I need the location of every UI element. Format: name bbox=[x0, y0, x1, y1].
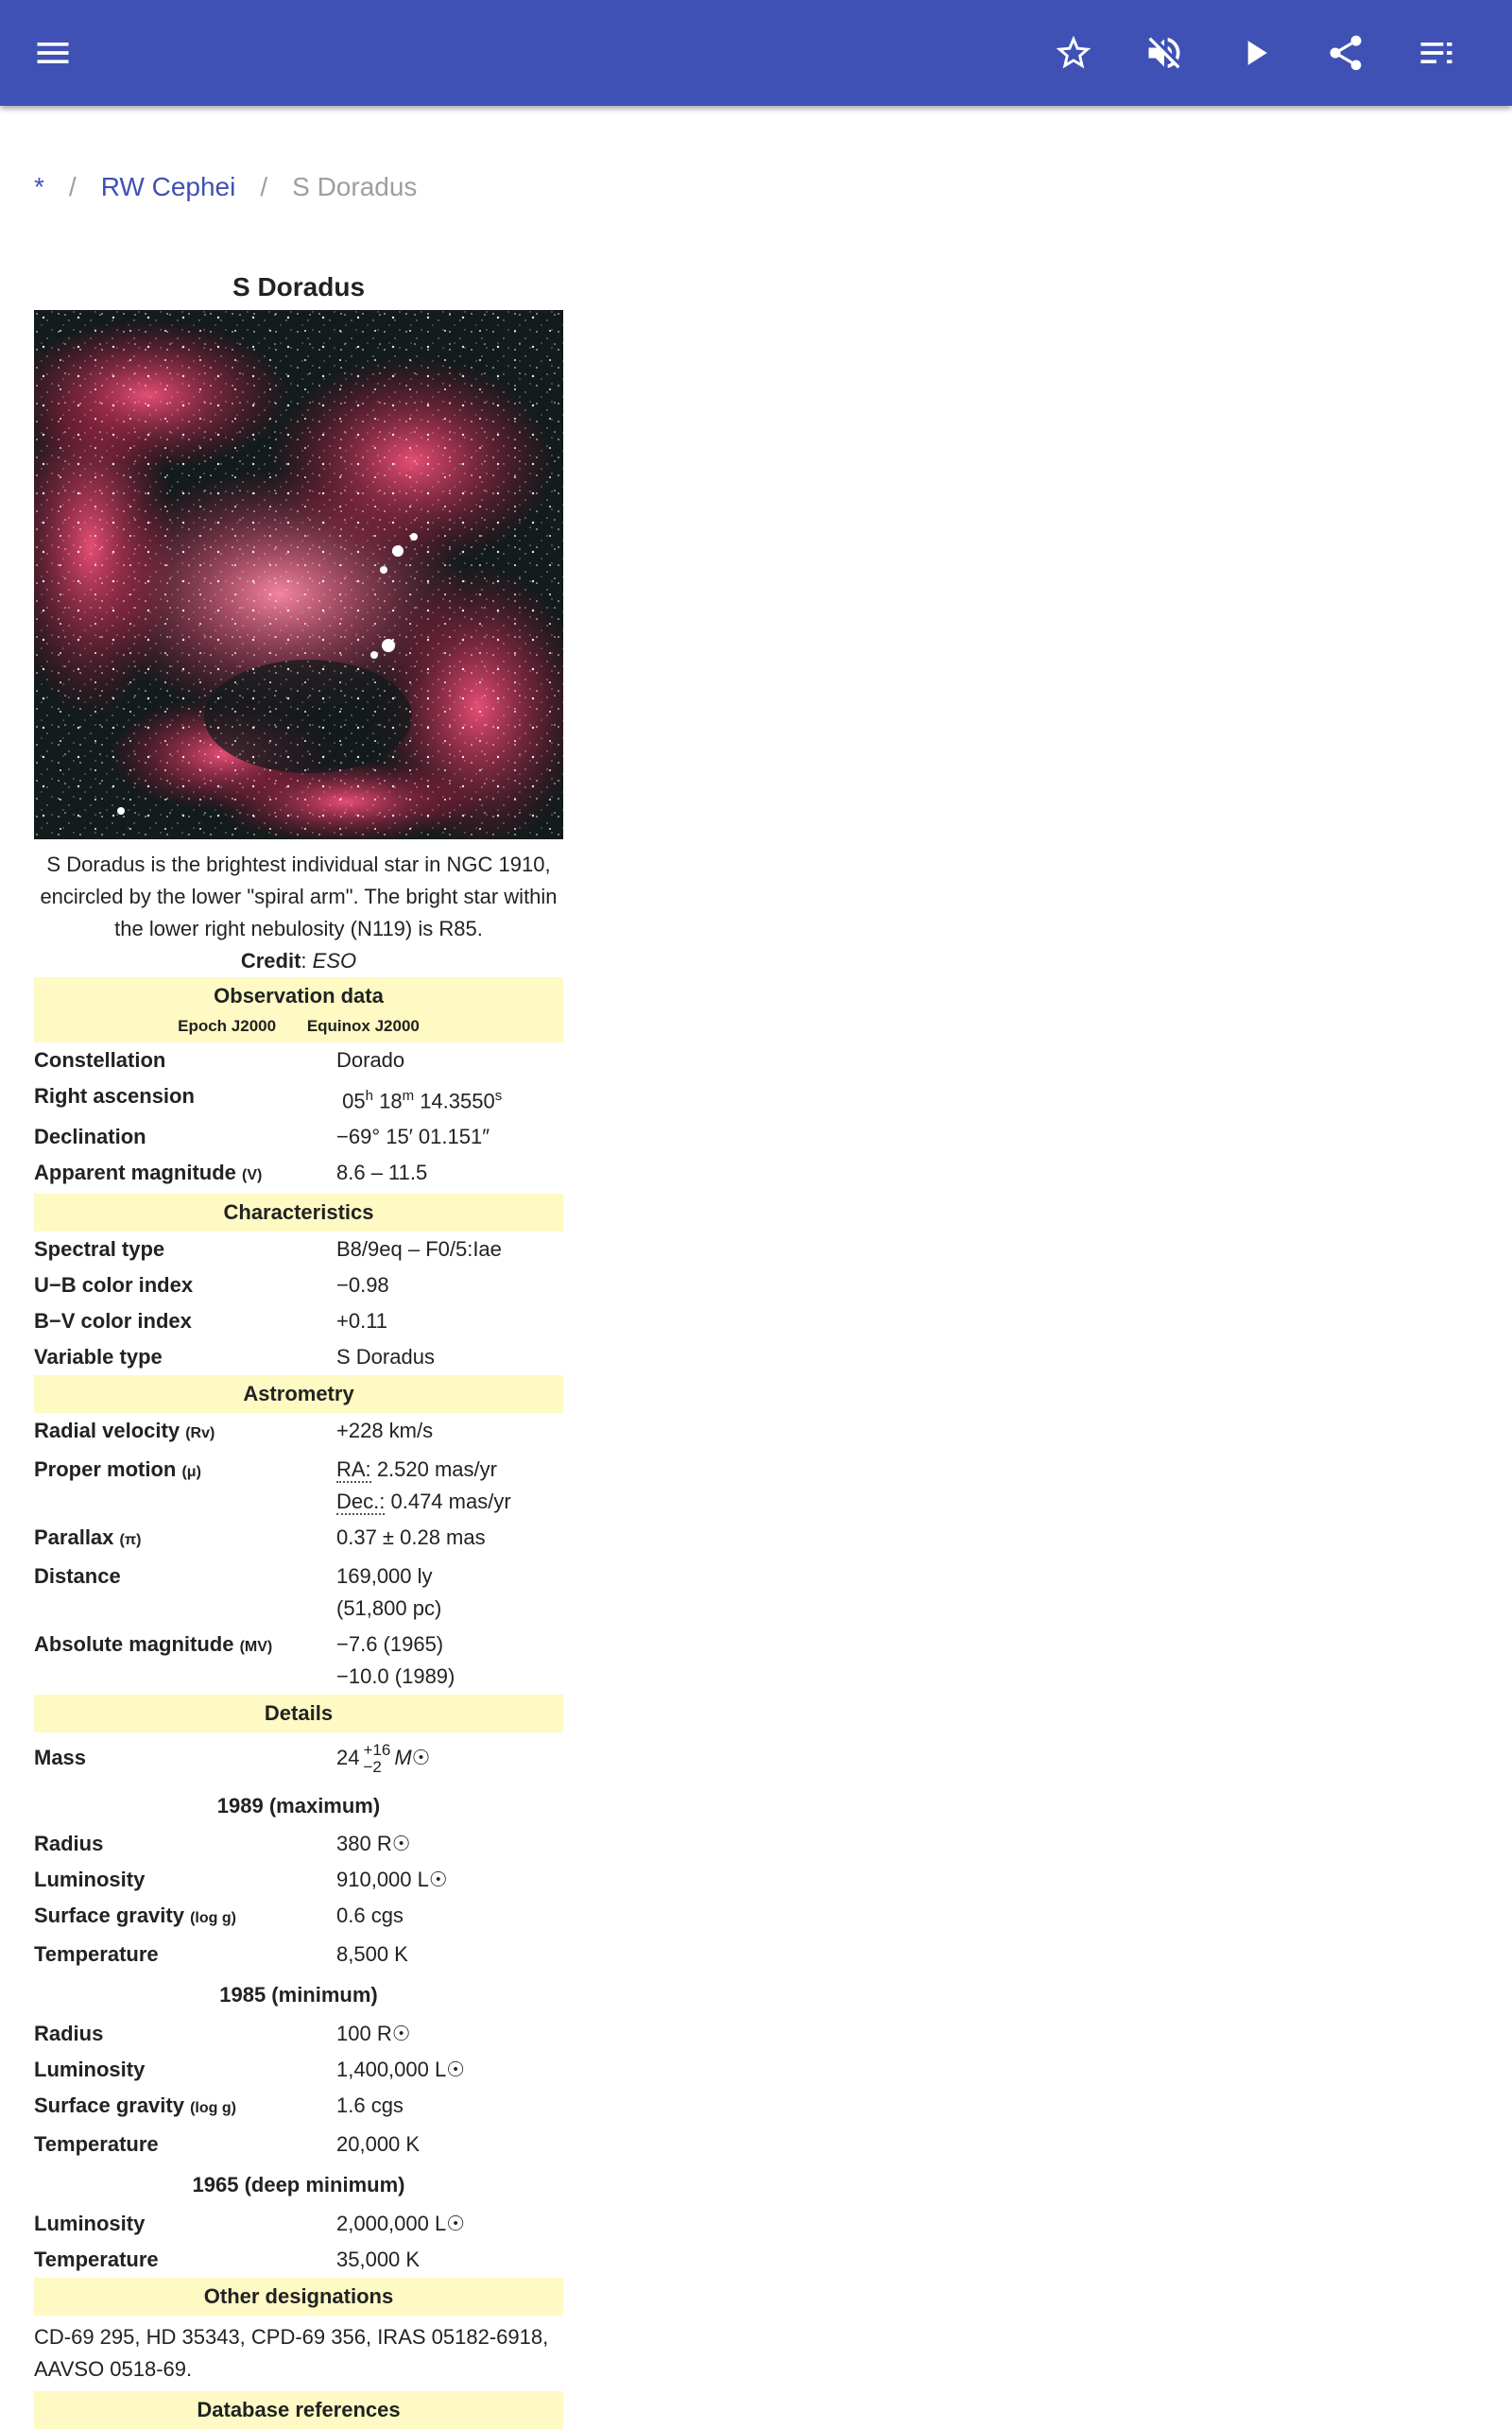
row-label[interactable]: Luminosity bbox=[34, 2212, 146, 2236]
breadcrumb-separator: / bbox=[260, 172, 268, 201]
section-observation-data bbox=[34, 977, 563, 1042]
row-label[interactable]: Temperature bbox=[34, 2248, 159, 2272]
row-value: 35,000 K bbox=[336, 2248, 421, 2272]
playlist-icon[interactable] bbox=[1408, 25, 1465, 81]
row-bv-color-index bbox=[34, 1303, 563, 1339]
row-radius bbox=[34, 2016, 563, 2052]
row-label: Apparent magnitude (V) bbox=[34, 1160, 263, 1184]
row-absolute-magnitude bbox=[34, 1627, 563, 1695]
breadcrumb-current: S Doradus bbox=[292, 172, 418, 201]
row-luminosity bbox=[34, 2052, 563, 2088]
row-label[interactable]: Mass bbox=[34, 1745, 87, 1769]
section-astrometry: Astrometry bbox=[34, 1375, 563, 1413]
row-value: 169,000 ly (51,800 pc) bbox=[336, 1563, 442, 1620]
row-temperature bbox=[34, 1937, 563, 1972]
subhead-1989-maximum: 1989 (maximum) bbox=[216, 1793, 381, 1817]
section-characteristics: Characteristics bbox=[34, 1194, 563, 1232]
row-temperature bbox=[34, 2127, 563, 2162]
row-value[interactable]: Dorado bbox=[336, 1047, 405, 1072]
credit-value: ESO bbox=[312, 949, 357, 973]
row-value: 0.37 ± 0.28 mas bbox=[336, 1525, 486, 1549]
row-radius bbox=[34, 1826, 563, 1862]
row-luminosity bbox=[34, 2206, 563, 2242]
row-spectral-type bbox=[34, 1232, 563, 1267]
row-proper-motion bbox=[34, 1452, 563, 1520]
designations-list: CD-69 295, HD 35343, CPD-69 356, IRAS 05182-6918, AAVSO 0518-69. bbox=[34, 2325, 549, 2382]
subhead-1965-deep-minimum: 1965 (deep minimum) bbox=[192, 2173, 405, 2197]
section-database-references: Database references bbox=[34, 2391, 563, 2429]
row-label: Parallax (π) bbox=[34, 1525, 142, 1549]
row-value: +228 km/s bbox=[336, 1418, 434, 1442]
pm-ra-label[interactable]: RA: bbox=[336, 1456, 371, 1481]
row-mass bbox=[34, 1732, 563, 1783]
row-radial-velocity bbox=[34, 1413, 563, 1452]
caption-text: S Doradus is the brightest individual star in NGC 1910, encircled by the lower "spiral arm". The bright star within the lower right nebulosity (N119) is R85. bbox=[40, 853, 558, 940]
row-value: 8.6 – 11.5 bbox=[336, 1160, 428, 1184]
breadcrumb bbox=[34, 166, 417, 208]
row-value: 20,000 K bbox=[336, 2132, 421, 2157]
row-value: 2,000,000 L☉ bbox=[336, 2212, 465, 2236]
row-label[interactable]: Spectral type bbox=[34, 1236, 165, 1261]
row-right-ascension bbox=[34, 1078, 563, 1119]
row-value: 100 R☉ bbox=[336, 2022, 411, 2046]
row-label[interactable]: Luminosity bbox=[34, 1868, 146, 1892]
row-value: 1.6 cgs bbox=[336, 2093, 404, 2118]
equinox-label[interactable]: Equinox J2000 bbox=[306, 1016, 420, 1035]
menu-icon[interactable] bbox=[25, 25, 81, 81]
row-constellation bbox=[34, 1042, 563, 1078]
pm-dec-label[interactable]: Dec.: bbox=[336, 1489, 386, 1513]
row-ub-color-index bbox=[34, 1267, 563, 1303]
row-label: Absolute magnitude (MV) bbox=[34, 1631, 273, 1656]
breadcrumb-root-link[interactable]: * bbox=[34, 172, 44, 201]
row-variable-type bbox=[34, 1339, 563, 1375]
section-details: Details bbox=[34, 1695, 563, 1732]
row-value[interactable]: B8/9eq – F0/5:Iae bbox=[336, 1236, 502, 1261]
row-label[interactable]: Constellation bbox=[34, 1047, 166, 1072]
row-label[interactable]: Variable type bbox=[34, 1344, 163, 1369]
breadcrumb-separator: / bbox=[68, 172, 77, 201]
row-label: Surface gravity (log g) bbox=[34, 2093, 236, 2118]
row-value: −69° 15′ 01.151″ bbox=[336, 1124, 490, 1148]
row-label[interactable]: Luminosity bbox=[34, 2058, 146, 2082]
row-label: Radial velocity (Rv) bbox=[34, 1418, 215, 1442]
row-value: −7.6 (1965) −10.0 (1989) bbox=[336, 1631, 455, 1688]
section-title: Observation data bbox=[214, 984, 384, 1008]
infobox bbox=[34, 265, 563, 2429]
row-value: 8,500 K bbox=[336, 1942, 408, 1967]
row-label[interactable]: Radius bbox=[34, 1832, 104, 1856]
row-value: 24 +16 −2 M☉ bbox=[336, 1740, 431, 1776]
row-value: 05$^h$ 18$^m$ 14.3550$^s$ bbox=[342, 1087, 503, 1112]
row-label[interactable]: Radius bbox=[34, 2022, 104, 2046]
credit-label: Credit bbox=[240, 949, 301, 973]
row-temperature bbox=[34, 2242, 563, 2278]
row-label[interactable]: Right ascension bbox=[34, 1083, 195, 1108]
row-distance bbox=[34, 1559, 563, 1627]
row-value: −0.98 bbox=[336, 1272, 389, 1297]
nebula-image[interactable] bbox=[34, 310, 563, 839]
image-caption: S Doradus is the brightest individual star in NGC 1910, encircled by the lower "spiral arm". The bright star within the lower right nebulosity (N119) is R85. Credit: ESO bbox=[40, 853, 558, 973]
row-label[interactable]: Temperature bbox=[34, 2132, 159, 2157]
row-surface-gravity bbox=[34, 2088, 563, 2127]
row-label[interactable]: U−B color index bbox=[34, 1272, 194, 1297]
row-surface-gravity bbox=[34, 1898, 563, 1937]
row-label[interactable]: Declination bbox=[34, 1124, 146, 1148]
breadcrumb-parent-link[interactable]: RW Cephei bbox=[100, 172, 236, 201]
app-bar bbox=[0, 0, 1512, 106]
epoch-equinox bbox=[34, 1015, 563, 1039]
row-value: 1,400,000 L☉ bbox=[336, 2058, 465, 2082]
infobox-title: S Doradus bbox=[232, 272, 366, 301]
row-label: Proper motion (μ) bbox=[34, 1456, 201, 1481]
row-value: 910,000 L☉ bbox=[336, 1868, 448, 1892]
subhead-1985-minimum: 1985 (minimum) bbox=[219, 1983, 378, 2007]
row-value: RA: 2.520 mas/yr Dec.: 0.474 mas/yr bbox=[336, 1456, 511, 1513]
row-value[interactable]: S Doradus bbox=[336, 1344, 435, 1369]
row-value: 0.6 cgs bbox=[336, 1904, 404, 1928]
share-icon[interactable] bbox=[1317, 25, 1374, 81]
play-icon[interactable] bbox=[1227, 25, 1283, 81]
epoch-label[interactable]: Epoch J2000 bbox=[178, 1016, 277, 1035]
row-parallax bbox=[34, 1520, 563, 1559]
row-label[interactable]: B−V color index bbox=[34, 1308, 192, 1333]
row-value: 380 R☉ bbox=[336, 1832, 411, 1856]
row-label[interactable]: Temperature bbox=[34, 1942, 159, 1967]
row-declination bbox=[34, 1119, 563, 1155]
volume-off-icon[interactable] bbox=[1136, 25, 1193, 81]
star-outline-icon[interactable] bbox=[1045, 25, 1102, 81]
row-label: Surface gravity (log g) bbox=[34, 1904, 236, 1928]
row-luminosity bbox=[34, 1862, 563, 1898]
row-apparent-magnitude bbox=[34, 1155, 563, 1194]
section-other-designations: Other designations bbox=[34, 2278, 563, 2316]
row-value: +0.11 bbox=[336, 1308, 388, 1333]
row-label[interactable]: Distance bbox=[34, 1563, 121, 1588]
